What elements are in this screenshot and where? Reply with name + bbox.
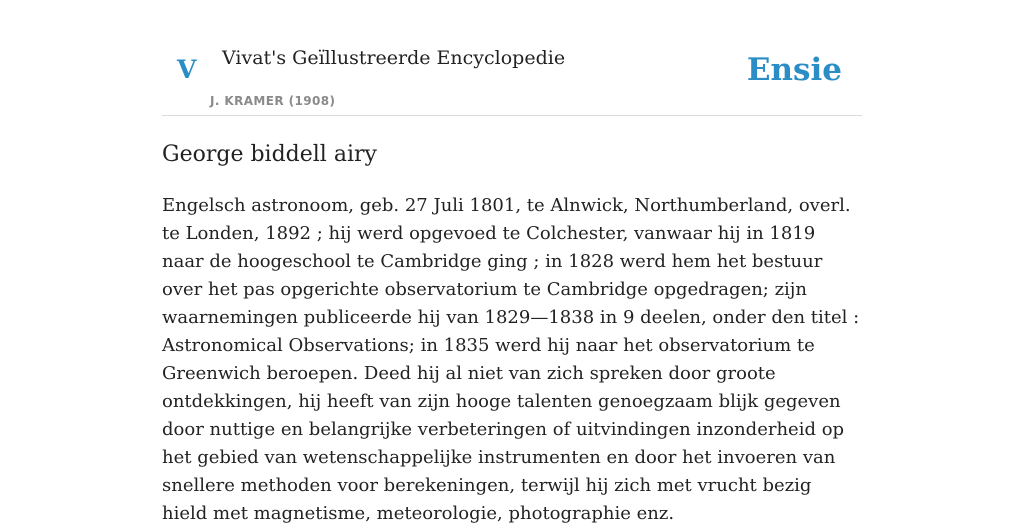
book-author: J. KRAMER (1908) (210, 94, 336, 108)
entry-body: Engelsch astronoom, geb. 27 Juli 1801, te Alnwick, Northumberland, overl. te Londen, 1892 ; hij werd opgevoed te Colchester, vanwaar hij in 1819 naar de hoogeschool te Cambridge ging ; in 1828 werd hem het bestuur over het pas opgerichte observatorium te Cambridge opgedragen; zijn waarnemingen publiceerde hij van 1829—1838 in 9 deelen, onder den titel : Astronomical Observations; in 1835 werd hij naar het observatorium te Greenwich beroepen. Deed hij al niet van zich spreken door groote ontdekkingen, hij heeft van zijn hooge talenten genoegzaam blijk gegeven door nuttige en belangrijke verbeteringen of uitvindingen inzonderheid op het gebied van wetenschappelijke instrumenten en door het invoeren van snellere methoden voor berekeningen, terwijl hij zich met vrucht bezig hield met magnetisme, meteorologie, photographie enz. (162, 195, 860, 524)
ensie-logo-link[interactable]: Ensie (746, 52, 842, 88)
book-title-link[interactable]: Vivat's Geïllustreerde Encyclopedie (222, 47, 566, 69)
page (162, 0, 862, 524)
book-logo[interactable]: V (177, 55, 197, 84)
entry-title: George biddell airy (162, 142, 377, 167)
book-header (162, 0, 862, 116)
